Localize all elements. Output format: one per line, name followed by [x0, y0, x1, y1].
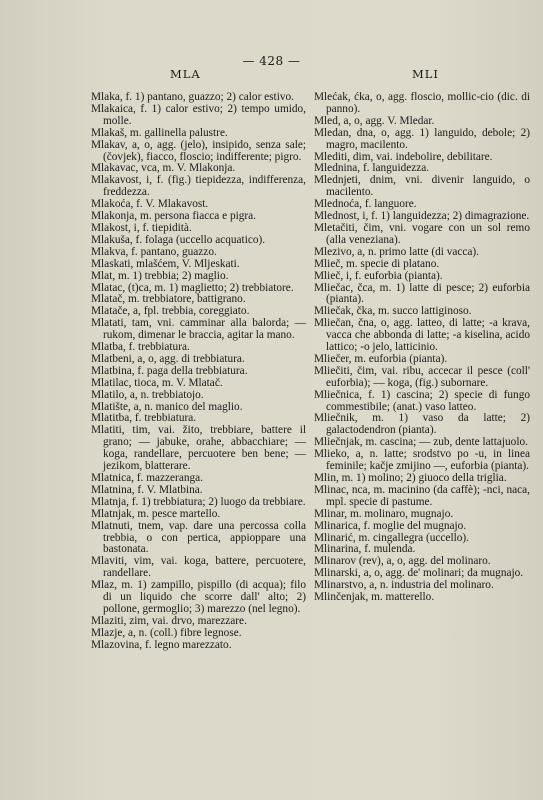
dictionary-entry: Mlakva, f. pantano, guazzo.: [91, 245, 217, 258]
dictionary-entry: Mlezivo, a, n. primo latte (di vacca).: [314, 245, 479, 258]
left-column: [91, 92, 306, 652]
dictionary-entry: Mlatilo, a, n. trebbiatojo.: [91, 388, 204, 401]
dictionary-entry: Mlakaica, f. 1) calor estivo; 2) tempo umido, molle.: [91, 102, 306, 127]
running-head-left: MLA: [170, 67, 201, 81]
dictionary-entry: Mled, a, o, agg. V. Mledar.: [314, 114, 435, 127]
dictionary-entry: Mlakaš, m. gallinella palustre.: [91, 126, 228, 139]
dictionary-entry: Mliečnik, m. 1) vaso da latte; 2) galactodendron (pianta).: [314, 412, 530, 437]
dictionary-entry: Mlinarina, f. mulenda.: [314, 543, 416, 556]
dictionary-entry: Mlinarica, f. moglie del mugnajo.: [314, 519, 467, 532]
dictionary-entry: Mliečnica, f. 1) cascina; 2) specie di fungo commestibile; (anat.) vaso latteo.: [314, 388, 530, 413]
dictionary-entry: Mlin, m. 1) molino; 2) giuoco della triglia.: [314, 472, 507, 484]
dictionary-entry: Mliečan, čna, o, agg. latteo, di latte; -a krava, vacca che abbonda di latte; -a kiselina, acido lattico; -o jelo, latticinio.: [314, 317, 530, 354]
dictionary-entry: Mlaziti, zim, vai. drvo, marezzare.: [91, 614, 247, 627]
dictionary-entry: Mlatati, tam, vni. camminar alla balorda; — rukom, dimenar le braccia, agitar la mano.: [91, 317, 306, 342]
dictionary-entry: Mlatače, a, fpl. trebbia, coreggiato.: [91, 305, 250, 318]
dictionary-entry: Mlinar, m. molinaro, mugnajo.: [314, 507, 454, 520]
dictionary-entry: Mlieč, m. specie di platano.: [314, 257, 440, 270]
dictionary-entry: Mlaviti, vim, vai. koga, battere, percuotere, randellare.: [91, 555, 306, 580]
dictionary-entry: Mlatnica, f. mazzeranga.: [91, 472, 203, 484]
dictionary-entry: Mlinac, nca, m. macinino (da caffè); -nci, naca, mpl. specie di pastume.: [314, 483, 530, 508]
dictionary-entry: Mlakavost, i, f. (fig.) tiepidezza, indifferenza, freddezza.: [91, 174, 306, 199]
page-number: — 428 —: [242, 54, 301, 68]
dictionary-entry: Mlieč, i, f. euforbia (pianta).: [314, 269, 443, 282]
dictionary-entry: Mlećak, ćka, o, agg. floscio, mollic-cio (dic. di panno).: [314, 91, 530, 115]
dictionary-entry: Mlednoća, f. languore.: [314, 198, 417, 211]
dictionary-entry: Mlatbeni, a, o, agg. di trebbiatura.: [91, 352, 245, 365]
dictionary-entry: Mlatnuti, tnem, vap. dare una percossa colla trebbia, o con pertica, appioppare una bastonata.: [91, 519, 306, 556]
dictionary-entry: Mliečnjak, m. cascina; — zub, dente lattajuolo.: [314, 436, 528, 449]
dictionary-entry: Mlinarstvo, a, n. industria del molinaro.: [314, 579, 494, 592]
right-column: [314, 92, 530, 604]
dictionary-entry: Mlazje, a, n. (coll.) fibre legnose.: [91, 626, 242, 639]
dictionary-entry: Mliečak, čka, m. succo lattiginoso.: [314, 305, 472, 318]
dictionary-entry: Mledan, dna, o, agg. 1) languido, debole; 2) magro, macilento.: [314, 126, 530, 151]
dictionary-entry: Mliečer, m. euforbia (pianta).: [314, 352, 448, 365]
dictionary-entry: Mlaz, m. 1) zampillo, pispillo (di acqua); filo di un liquido che scorre dall' alto; 2) pollone, germoglio; 3) marezzo (nel legno).: [91, 579, 306, 615]
dictionary-entry: Mlatac, (t)ca, m. 1) maglietto; 2) trebbiatore.: [91, 281, 294, 294]
dictionary-entry: Mlediti, dim, vai. indebolire, debilitare.: [314, 150, 493, 163]
dictionary-entry: Mlatiti, tim, vai. žito, trebbiare, battere il grano; — jabuke, orahe, abbacchiare; — koga, randellare, percuotere ben bene; — jezikom, blatterare.: [91, 424, 306, 473]
dictionary-entry: Mlatbina, f. paga della trebbiatura.: [91, 364, 248, 377]
dictionary-entry: Mlednina, f. languidezza.: [314, 162, 430, 175]
dictionary-entry: Mlaskati, mlašćem, V. Mljeskati.: [91, 257, 240, 270]
dictionary-entry: Mlatitba, f. trebbiatura.: [91, 412, 197, 425]
dictionary-entry: Mlinčenjak, m. matterello.: [314, 591, 435, 604]
dictionary-entry: Mlatnjak, m. pesce martello.: [91, 507, 221, 520]
dictionary-entry: Mlakonja, m. persona fiacca e pigra.: [91, 210, 256, 223]
dictionary-entry: Mlakuša, f. folaga (uccello acquatico).: [91, 233, 266, 246]
dictionary-entry: Mlakost, i, f. tiepidità.: [91, 221, 192, 234]
dictionary-entry: Mlazovina, f. legno marezzato.: [91, 638, 232, 651]
dictionary-entry: Mlinarov (rev), a, o, agg. del molinaro.: [314, 555, 491, 568]
dictionary-entry: Mlieko, a, n. latte; srodstvo po -u, in linea feminile; kačje zmijino —, euforbia (pianta).: [314, 448, 530, 473]
dictionary-entry: Mliečiti, čim, vai. ribu, accecar il pesce (coll' euforbia); — koga, (fig.) subornare.: [314, 364, 530, 389]
dictionary-entry: Mletačiti, čim, vni. vogare con un sol remo (alla veneziana).: [314, 221, 530, 246]
dictionary-entry: Mlinarski, a, o, agg. de' molinari; da mugnajo.: [314, 567, 524, 580]
dictionary-entry: Mlatba, f. trebbiatura.: [91, 341, 190, 354]
dictionary-entry: Mlatnja, f. 1) trebbiatura; 2) luogo da trebbiare.: [91, 495, 306, 508]
dictionary-entry: Mlaka, f. 1) pantano, guazzo; 2) calor estivo.: [91, 91, 294, 103]
dictionary-entry: Mlatnina, f. V. Mlatbina.: [91, 483, 203, 496]
dictionary-entry: Mlednjeti, dnim, vni. divenir languido, o macilento.: [314, 174, 530, 199]
dictionary-entry: Mlakavac, vca, m. V. Mlakonja.: [91, 162, 236, 175]
dictionary-entry: Mlednost, i, f. 1) languidezza; 2) dimagrazione.: [314, 210, 530, 223]
running-head-right: MLI: [412, 67, 439, 81]
dictionary-entry: Mlatač, m. trebbiatore, battigrano.: [91, 293, 246, 306]
dictionary-entry: Mlatilac, tioca, m. V. Mlatač.: [91, 376, 223, 389]
dictionary-entry: Mlatište, a, n. manico del maglio.: [91, 400, 243, 413]
dictionary-entry: Mlinarić, m. cingallegra (uccello).: [314, 531, 469, 544]
dictionary-entry: Mlat, m. 1) trebbia; 2) maglio.: [91, 269, 229, 282]
dictionary-entry: Mliečac, čca, m. 1) latte di pesce; 2) euforbia (pianta).: [314, 281, 530, 306]
dictionary-entry: Mlakoća, f. V. Mlakavost.: [91, 198, 209, 211]
dictionary-entry: Mlakav, a, o, agg. (jelo), insipido, senza sale; (čovjek), fiacco, floscio; indifferente; pigro.: [91, 138, 306, 163]
